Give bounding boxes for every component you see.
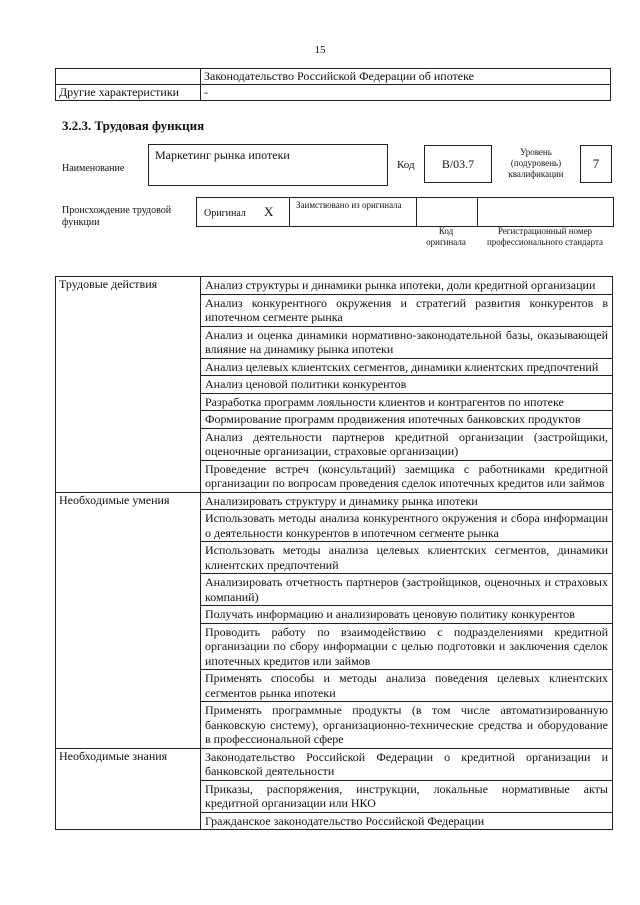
item-cell: Анализировать отчетность партнеров (застройщиков, оценочных и страховых компаний) <box>201 574 613 606</box>
item-cell: Законодательство Российской Федерации о кредитной организации и банковской деятельности <box>201 748 613 780</box>
table-row <box>56 277 613 295</box>
item-cell: Разработка программ лояльности клиентов и контрагентов по ипотеке <box>201 393 613 411</box>
table-row <box>56 748 613 780</box>
item-cell: Анализ структуры и динамики рынка ипотеки, доли кредитной организации <box>201 277 613 295</box>
level-label: Уровень (подуровень) квалификации <box>508 147 564 179</box>
item-cell: Анализ и оценка динамики нормативно-законодательной базы, оказывающей влияние на динамику рынка ипотеки <box>201 326 613 358</box>
top-table-empty-cell <box>56 69 201 85</box>
item-cell: Использовать методы анализа конкурентного окружения и сбора информации о деятельности конкурентов в ипотечном сегменте рынка <box>201 510 613 542</box>
top-table-row2-label: Другие характеристики <box>56 85 201 101</box>
origin-divider-1 <box>289 197 290 226</box>
borrowed-label: Заимствовано из оригинала <box>296 200 402 210</box>
item-cell: Использовать методы анализа целевых клиентских сегментов, динамики клиентских предпочтений <box>201 542 613 574</box>
item-cell: Формирование программ продвижения ипотечных банковских продуктов <box>201 411 613 429</box>
item-cell: Проведение встреч (консультаций) заемщика с работниками кредитной организации по вопросам проведения сделок ипотечных кредитов или займов <box>201 460 613 492</box>
category-cell: Необходимые умения <box>56 492 201 748</box>
name-value: Маркетинг рынка ипотеки <box>155 148 290 162</box>
code-value: В/03.7 <box>424 145 492 183</box>
item-cell: Анализировать структуру и динамику рынка ипотеки <box>201 492 613 510</box>
top-table-row2-value: - <box>201 85 611 101</box>
category-cell: Необходимые знания <box>56 748 201 830</box>
level-value: 7 <box>580 145 612 183</box>
item-cell: Гражданское законодательство Российской Федерации <box>201 812 613 830</box>
main-table <box>55 276 613 830</box>
section-title: 3.2.3. Трудовая функция <box>62 118 205 133</box>
name-box <box>148 144 388 186</box>
item-cell: Применять способы и методы анализа поведения целевых клиентских сегментов рынка ипотеки <box>201 670 613 702</box>
code-original-caption: Код оригинала <box>426 226 466 247</box>
origin-divider-3 <box>477 197 478 226</box>
item-cell: Анализ ценовой политики конкурентов <box>201 376 613 394</box>
original-label: Оригинал <box>204 208 246 219</box>
reg-number-caption: Регистрационный номер профессионального стандарта <box>486 226 604 247</box>
item-cell: Анализ деятельности партнеров кредитной организации (застройщики, оценочные организации, страховые организации) <box>201 428 613 460</box>
origin-divider-2 <box>416 197 417 226</box>
item-cell: Применять программные продукты (в том числе автоматизированную банковскую систему), организационно-технические средства и оборудование в профессиональной сфере <box>201 702 613 749</box>
name-label: Наименование <box>62 163 125 174</box>
page-number: 15 <box>314 44 326 56</box>
table-row <box>56 492 613 510</box>
code-label: Код <box>397 159 415 171</box>
item-cell: Анализ целевых клиентских сегментов, динамики клиентских предпочтений <box>201 358 613 376</box>
item-cell: Приказы, распоряжения, инструкции, локальные нормативные акты кредитной организации или НКО <box>201 780 613 812</box>
original-mark: X <box>264 204 274 219</box>
item-cell: Получать информацию и анализировать ценовую политику конкурентов <box>201 606 613 624</box>
origin-label: Происхождение трудовой функции <box>62 205 172 228</box>
top-table <box>55 68 611 101</box>
item-cell: Анализ конкурентного окружения и стратегий развития конкурентов в ипотечном сегменте рынка <box>201 294 613 326</box>
top-table-row1-value: Законодательство Российской Федерации об ипотеке <box>201 69 611 85</box>
category-cell: Трудовые действия <box>56 277 201 493</box>
item-cell: Проводить работу по взаимодействию с подразделениями кредитной организации по сбору информации с целью подготовки и заключения сделок ипотечных кредитов или займов <box>201 623 613 670</box>
